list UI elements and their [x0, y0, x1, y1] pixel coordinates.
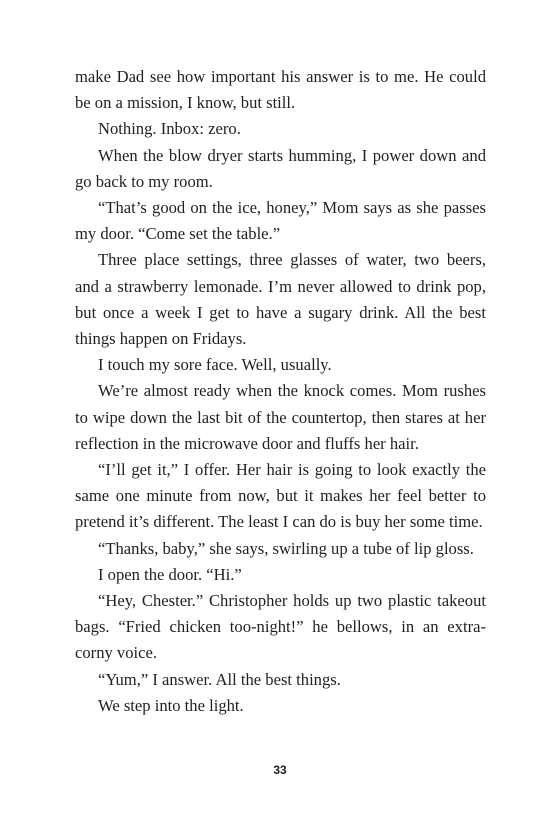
paragraph: When the blow dryer starts humming, I power down and go back to my room.	[75, 145, 486, 191]
paragraph: Nothing. Inbox: zero.	[98, 119, 241, 139]
paragraph: I touch my sore face. Well, usually.	[98, 355, 332, 375]
paragraph-continued: make Dad see how important his answer is to me. He could be on a mission, I know, but still.	[75, 67, 486, 113]
paragraph: I open the door. “Hi.”	[98, 564, 242, 584]
paragraph: “I’ll get it,” I offer. Her hair is going to look exactly the same one minute from now, but it makes her feel better to pretend it’s different. The least I can do is buy her some time.	[75, 460, 486, 532]
paragraph: “Hey, Chester.” Christopher holds up two plastic takeout bags. “Fried chicken too-night!” he bellows, in an extra-corny voice.	[75, 591, 486, 663]
paragraph: Three place settings, three glasses of water, two beers, and a strawberry lemonade. I’m never allowed to drink pop, but once a week I get to have a sugary drink. All the best things happen on Fridays.	[75, 250, 486, 349]
paragraph: We step into the light.	[98, 695, 244, 715]
paragraph: “Thanks, baby,” she says, swirling up a tube of lip gloss.	[98, 538, 474, 558]
page-number: 33	[273, 763, 287, 777]
paragraph: “Yum,” I answer. All the best things.	[98, 669, 341, 689]
paragraph: “That’s good on the ice, honey,” Mom says as she passes my door. “Come set the table.”	[75, 198, 486, 244]
paragraph: We’re almost ready when the knock comes. Mom rushes to wipe down the last bit of the countertop, then stares at her reflection in the microwave door and fluffs her hair.	[75, 381, 486, 453]
body-text	[75, 64, 486, 719]
